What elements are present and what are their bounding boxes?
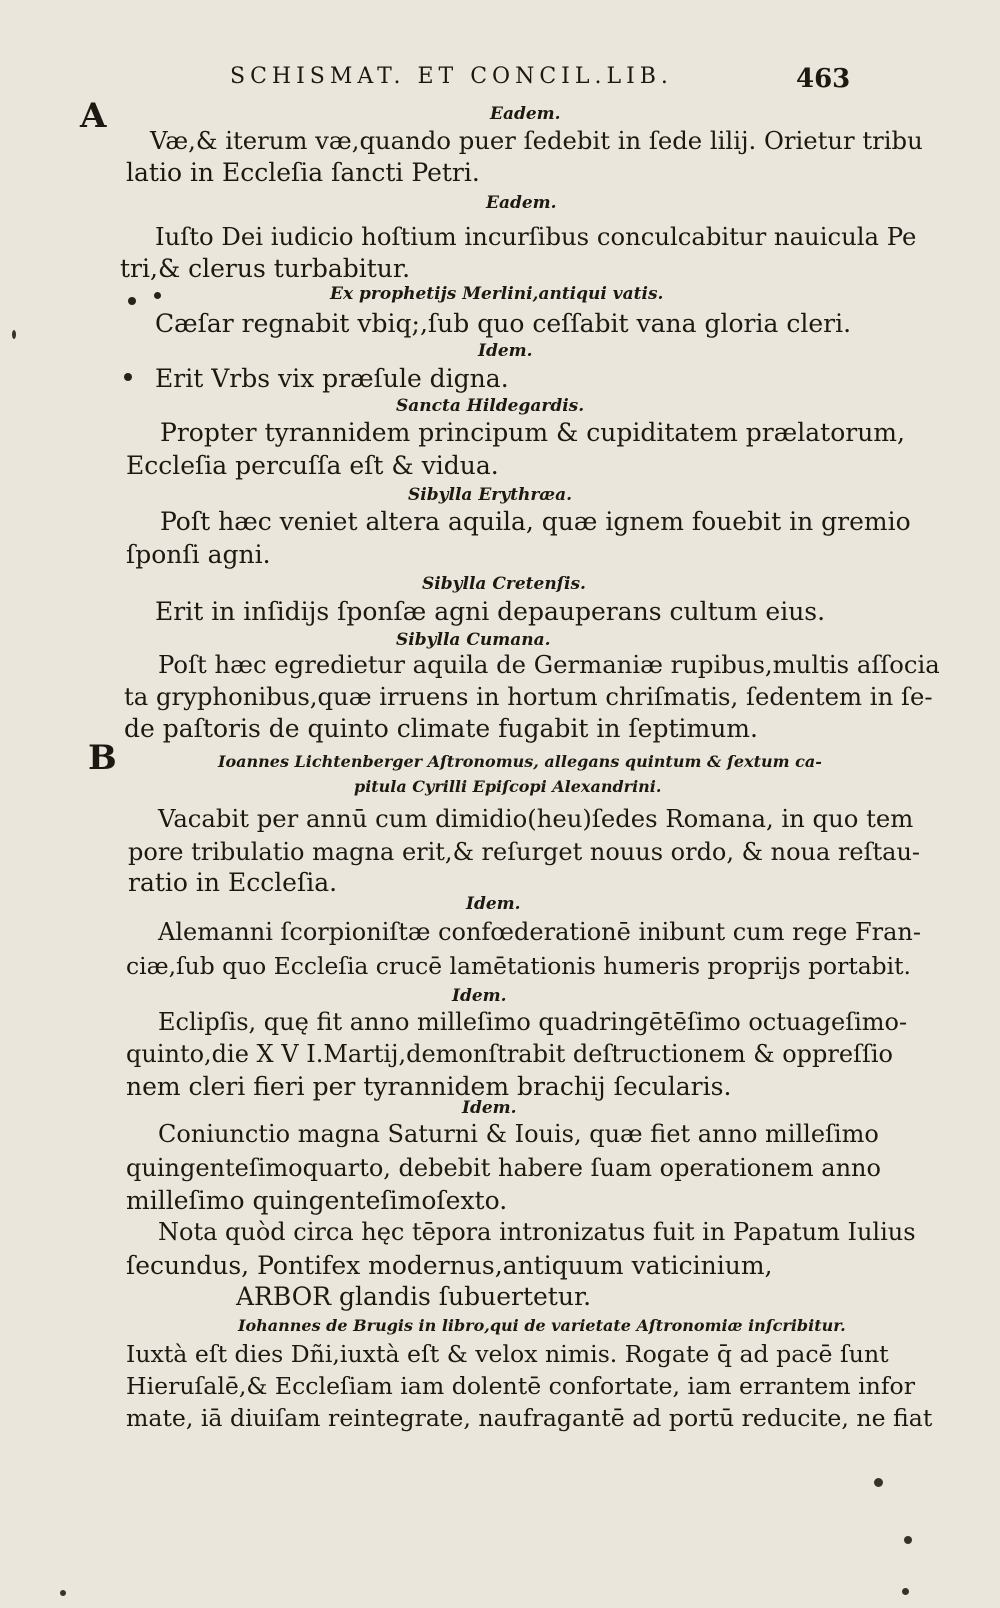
- paper-speck: [904, 1536, 912, 1544]
- text-line: quinto,die X V I.Martij,demonſtrabit deſtructionem & oppreſſio: [126, 1040, 893, 1068]
- text-line: tri,& clerus turbabitur.: [120, 254, 411, 283]
- text-line: ta gryphonibus,quæ irruens in hortum chriſmatis, ſedentem in ſe-: [124, 682, 933, 711]
- text-line: Erit Vrbs vix præſule digna.: [155, 364, 509, 393]
- caption-line: Eadem.: [490, 104, 561, 124]
- caption-line: Idem.: [452, 986, 507, 1006]
- caption-line: Ioannes Lichtenberger Aſtronomus, allegans quintum & ſextum ca-: [218, 752, 822, 771]
- text-line: ſponſi agni.: [126, 540, 271, 569]
- text-line: ratio in Eccleſia.: [128, 868, 338, 897]
- text-line: Eclipſis, quę fit anno milleſimo quadringētēſimo octuageſimo-: [158, 1008, 908, 1036]
- caption-line: Idem.: [466, 894, 521, 914]
- running-title: SCHISMAT. ET CONCIL.LIB.: [230, 64, 673, 89]
- caption-line: Idem.: [478, 341, 533, 361]
- caption-line: Sibylla Cretenſis.: [422, 574, 586, 594]
- margin-letter-b: B: [88, 738, 117, 778]
- text-line: Iuxtà eſt dies Dñi,iuxtà eſt & velox nimis. Rogate q̄ ad pacē ſunt: [126, 1340, 889, 1368]
- caption-line: Ex prophetijs Merlini,antiqui vatis.: [330, 284, 664, 304]
- text-line: de paſtoris de quinto climate fugabit in ſeptimum.: [124, 714, 758, 743]
- text-line: Cæſar regnabit vbiq;,ſub quo ceſſabit vana gloria cleri.: [155, 309, 852, 338]
- text-line: Væ,& iterum væ,quando puer ſedebit in ſede lilij. Orietur tribu: [150, 126, 923, 155]
- caption-line: Sibylla Erythræa.: [408, 485, 573, 505]
- paper-speck: [902, 1588, 909, 1595]
- text-line: Iuſto Dei iudicio hoſtium incurſibus conculcabitur nauicula Pe: [155, 222, 917, 251]
- text-line: Alemanni ſcorpioniſtæ confœderationē inibunt cum rege Fran-: [158, 918, 921, 946]
- caption-line: pitula Cyrilli Epiſcopi Alexandrini.: [354, 777, 662, 796]
- text-line: Erit in inſidijs ſponſæ agni depauperans cultum eius.: [155, 597, 826, 626]
- text-line: nem cleri fieri per tyrannidem brachij ſecularis.: [126, 1072, 732, 1101]
- text-line: milleſimo quingenteſimoſexto.: [126, 1186, 508, 1215]
- margin-letter-a: A: [80, 96, 107, 136]
- bullet-mark: [128, 297, 136, 305]
- text-line: Hieruſalē,& Eccleſiam iam dolentē confortate, iam errantem infor: [126, 1372, 916, 1400]
- text-line: ARBOR glandis ſubuertetur.: [236, 1282, 592, 1311]
- bullet-mark: [154, 292, 161, 299]
- text-line: ſecundus, Pontifex modernus,antiquum vaticinium,: [126, 1251, 773, 1280]
- text-line: quingenteſimoquarto, debebit habere ſuam operationem anno: [126, 1154, 881, 1182]
- bullet-mark: [124, 373, 132, 381]
- caption-line: Sibylla Cumana.: [396, 630, 551, 650]
- text-line: Eccleſia percuſſa eſt & vidua.: [126, 451, 499, 480]
- paper-speck: [874, 1478, 883, 1487]
- text-line: Propter tyrannidem principum & cupiditatem prælatorum,: [160, 418, 905, 447]
- text-line: Poſt hæc egredietur aquila de Germaniæ rupibus,multis aſſocia: [158, 650, 940, 679]
- paper-speck: [12, 330, 16, 339]
- text-line: pore tribulatio magna erit,& reſurget nouus ordo, & noua reſtau-: [128, 838, 921, 866]
- text-line: Vacabit per annū cum dimidio(heu)ſedes Romana, in quo tem: [158, 804, 914, 833]
- caption-line: Idem.: [462, 1098, 517, 1118]
- text-line: Nota quòd circa hęc tēpora intronizatus fuit in Papatum Iulius: [158, 1218, 916, 1246]
- caption-line: Eadem.: [486, 193, 557, 213]
- paper-speck: [60, 1590, 66, 1596]
- text-line: Poſt hæc veniet altera aquila, quæ ignem fouebit in gremio: [160, 507, 911, 536]
- page-number: 463: [796, 64, 851, 94]
- text-line: ciæ,ſub quo Eccleſia crucē lamētationis humeris proprijs portabit.: [126, 952, 911, 980]
- caption-line: Iohannes de Brugis in libro,qui de varietate Aſtronomiæ inſcribitur.: [238, 1316, 846, 1335]
- text-line: latio in Eccleſia ſancti Petri.: [126, 158, 480, 187]
- caption-line: Sancta Hildegardis.: [396, 396, 585, 416]
- text-line: Coniunctio magna Saturni & Iouis, quæ fiet anno milleſimo: [158, 1120, 879, 1148]
- text-line: mate, iā diuiſam reintegrate, naufragantē ad portū reducite, ne fiat: [126, 1404, 933, 1432]
